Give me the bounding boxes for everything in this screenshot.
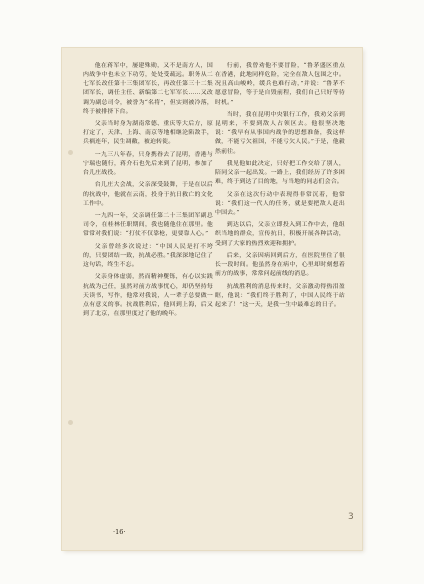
paragraph: 一九三八年春，只身携眷去了昆明，香港与宁瑞也随行，蒋介石也先后来到了昆明，参加了台儿庄战役。: [83, 151, 213, 177]
paragraph: 后来，父亲因病回到后方，在医院里住了很长一段时间。他虽然身在病中，心里却时刻想着前方的战事，常常问起前线的消息。: [215, 252, 345, 278]
page-number: ·16·: [113, 528, 126, 536]
paragraph: 台儿庄大会战，父亲深受鼓舞，于是在以后的抗战中，他就在云南，投身于抗日救亡的文化工作中。: [83, 182, 213, 207]
binding-hole: [68, 150, 73, 155]
paragraph: 父亲曾经多次说过：“中国人民是打不垮的，只要团结一致，抗战必胜。”我深深地记住了这句话，终生不忘。: [83, 243, 213, 269]
paragraph: 抗战胜利的消息传来时，父亲激动得热泪盈眶，他说：“我们终于胜利了，中国人民终于站起来了！”这一天，是我一生中最难忘的日子。: [215, 283, 345, 308]
paragraph: 父亲当时身为湖南常德、重庆等大后方，原打定了，天津、上海、南京等地相继沦陷敌手，兵祸连年，民生凋敝，被迫转徙。: [83, 121, 213, 146]
left-text-column: [83, 62, 213, 322]
paragraph: 我见他如此决定，只好把工作交给了别人，陪同父亲一起出发。一路上，我们经历了许多困难，终于到达了目的地，与当地的同志们会合。: [215, 160, 345, 186]
paragraph: 父亲身体虚弱，然而精神矍铄，有心以实践抗战为己任，虽然对前方战事忧心，却仍坚持每天读书，写作，他常对我说，人一辈子总要做一点有意义的事。抗战胜利后，他回到上海，后又到了北京，在那里度过了他的晚年。: [83, 274, 213, 318]
paragraph: 到达以后，父亲立即投入到工作中去，他组织当地的群众，宣传抗日，积极开展各种活动，受到了大家的热烈欢迎和拥护。: [215, 222, 345, 247]
paragraph: 当时，我在昆明中央银行工作，我劝父亲到昆明来，不要到敌人占领区去。他很坚决地说：“我早有从事国内战争的思想准备，我这样做，不能亏欠祖国，不能亏欠人民。”于是，他毅然前往。: [215, 111, 345, 155]
margin-annotation: 3: [348, 512, 354, 522]
paragraph: 父亲在这次行动中表现得非常沉着，他常说：“我们这一代人的任务，就是要把敌人赶出中国去。”: [215, 191, 345, 216]
paragraph: 他在蒋军中，屡建殊勋，又不是南方人，国内战争中也未立下功劳，处处受疏远。职务从二七军长改任第十三集团军长，再改任第三十二集团军长，调任主任、新编第二七军军长……又改调为副总司令，被誉为“名将”，但实则被冷落，终于被排挤下台。: [83, 63, 213, 115]
paragraph: 一九四一年，父亲调任第二十三集团军副总司令，在桂林任职期间，我也随他住在那里。他常常对我们说：“打仗不仅靠枪，更要靠人心。”: [83, 213, 213, 238]
binding-hole: [68, 420, 73, 425]
paragraph: 行前，我曾劝他不要冒险，“鲁茅盛区重点在香港，此地同样危险，完全在敌人包围之中。况且高山峻岭，缓兵也难行动，”并说：“鲁茅不愿意冒险，等于是自毁前程，我们自己只好等待时机。”: [215, 63, 345, 106]
right-text-column: [215, 62, 345, 313]
